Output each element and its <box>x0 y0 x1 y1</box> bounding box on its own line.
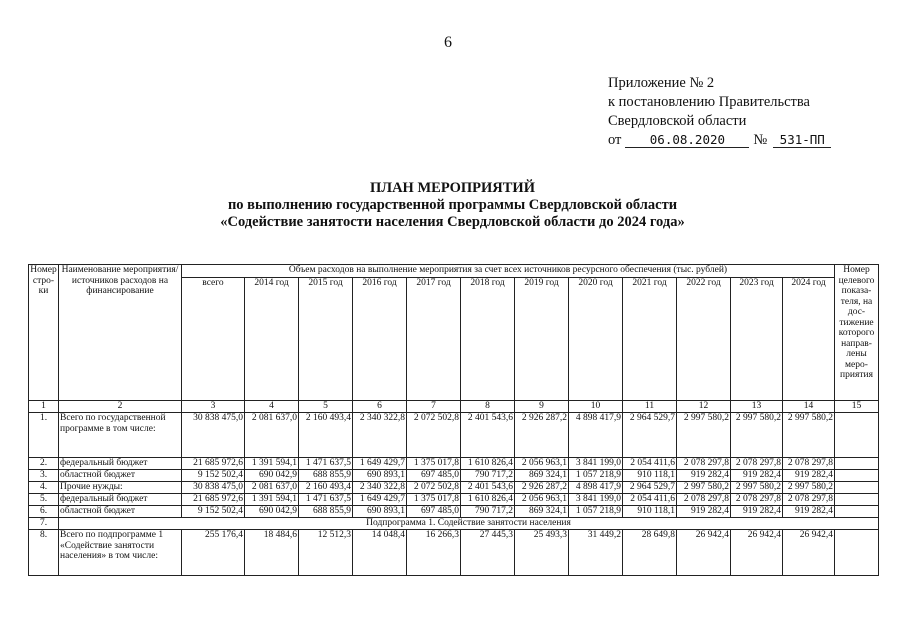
row-value: 919 282,4 <box>731 470 783 482</box>
plan-table <box>28 264 879 576</box>
row-value: 2 340 322,8 <box>353 413 407 458</box>
header-row-number: Номер стро- ки <box>29 265 59 401</box>
column-index-cell: 14 <box>783 401 835 413</box>
number-sign: № <box>753 132 768 148</box>
header-year: 2020 год <box>569 278 623 401</box>
row-value: 690 893,1 <box>353 470 407 482</box>
row-target <box>835 506 879 518</box>
row-value: 1 375 017,8 <box>407 494 461 506</box>
table-row <box>29 413 879 458</box>
row-value: 2 340 322,8 <box>353 482 407 494</box>
header-year: 2018 год <box>461 278 515 401</box>
row-value: 26 942,4 <box>677 530 731 576</box>
table-row <box>29 530 879 576</box>
row-value: 9 152 502,4 <box>182 506 245 518</box>
row-value: 2 926 287,2 <box>515 482 569 494</box>
column-index-cell: 2 <box>59 401 182 413</box>
row-value: 1 471 637,5 <box>299 494 353 506</box>
from-label: от <box>608 132 622 148</box>
row-name: федеральный бюджет <box>59 458 182 470</box>
row-name: Прочие нужды: <box>59 482 182 494</box>
appendix-line-2: к постановлению Правительства <box>608 94 810 110</box>
row-value: 919 282,4 <box>783 506 835 518</box>
column-index-cell: 13 <box>731 401 783 413</box>
row-value: 2 072 502,8 <box>407 482 461 494</box>
column-index-cell: 11 <box>623 401 677 413</box>
row-value: 21 685 972,6 <box>182 458 245 470</box>
table-row <box>29 506 879 518</box>
row-value: 690 042,9 <box>245 470 299 482</box>
row-target <box>835 530 879 576</box>
row-target <box>835 470 879 482</box>
row-value: 3 841 199,0 <box>569 494 623 506</box>
row-value: 2 997 580,2 <box>677 482 731 494</box>
row-value: 2 078 297,8 <box>783 494 835 506</box>
row-number: 8. <box>29 530 59 576</box>
row-value: 2 997 580,2 <box>783 413 835 458</box>
header-year: 2016 год <box>353 278 407 401</box>
row-value: 1 649 429,7 <box>353 494 407 506</box>
row-value: 2 078 297,8 <box>783 458 835 470</box>
row-value: 4 898 417,9 <box>569 413 623 458</box>
row-value: 690 893,1 <box>353 506 407 518</box>
decree-date: 06.08.2020 <box>625 133 749 148</box>
row-value: 2 160 493,4 <box>299 413 353 458</box>
row-value: 919 282,4 <box>731 506 783 518</box>
column-index-cell: 1 <box>29 401 59 413</box>
row-number: 6. <box>29 506 59 518</box>
header-year: 2019 год <box>515 278 569 401</box>
column-index-cell: 15 <box>835 401 879 413</box>
row-value: 9 152 502,4 <box>182 470 245 482</box>
appendix-line-3: Свердловской области <box>608 113 747 129</box>
header-year: всего <box>182 278 245 401</box>
row-value: 790 717,2 <box>461 506 515 518</box>
row-value: 16 266,3 <box>407 530 461 576</box>
row-value: 2 401 543,6 <box>461 413 515 458</box>
row-target <box>835 458 879 470</box>
title-line-3: «Содействие занятости населения Свердловской области до 2024 года» <box>220 214 685 230</box>
header-year: 2021 год <box>623 278 677 401</box>
row-value: 2 081 637,0 <box>245 413 299 458</box>
row-value: 3 841 199,0 <box>569 458 623 470</box>
row-value: 255 176,4 <box>182 530 245 576</box>
decree-number: 531-ПП <box>773 133 831 148</box>
row-name: Всего по подпрограмме 1 «Содействие занятости населения» в том числе: <box>59 530 182 576</box>
row-value: 2 078 297,8 <box>731 458 783 470</box>
row-value: 688 855,9 <box>299 506 353 518</box>
row-value: 2 160 493,4 <box>299 482 353 494</box>
row-value: 26 942,4 <box>783 530 835 576</box>
row-number: 1. <box>29 413 59 458</box>
column-index-cell: 8 <box>461 401 515 413</box>
document-title <box>0 180 905 231</box>
row-value: 869 324,1 <box>515 470 569 482</box>
row-value: 2 056 963,1 <box>515 458 569 470</box>
row-value: 28 649,8 <box>623 530 677 576</box>
title-line-2: по выполнению государственной программы Свердловской области <box>227 197 678 213</box>
header-volume: Объем расходов на выполнение мероприятия за счет всех источников ресурсного обеспечения (тыс. рублей) <box>182 265 835 278</box>
title-line-1: ПЛАН МЕРОПРИЯТИЙ <box>370 180 535 196</box>
row-value: 690 042,9 <box>245 506 299 518</box>
subprogram-row <box>29 518 879 530</box>
row-value: 2 072 502,8 <box>407 413 461 458</box>
page-number: 6 <box>444 34 452 51</box>
header-year: 2017 год <box>407 278 461 401</box>
row-value: 2 926 287,2 <box>515 413 569 458</box>
plan-table-body <box>29 401 879 576</box>
column-index-cell: 6 <box>353 401 407 413</box>
row-number: 2. <box>29 458 59 470</box>
row-value: 919 282,4 <box>677 470 731 482</box>
row-value: 790 717,2 <box>461 470 515 482</box>
row-value: 2 078 297,8 <box>677 494 731 506</box>
row-value: 26 942,4 <box>731 530 783 576</box>
row-value: 2 054 411,6 <box>623 458 677 470</box>
row-name: областной бюджет <box>59 506 182 518</box>
row-value: 4 898 417,9 <box>569 482 623 494</box>
row-value: 1 471 637,5 <box>299 458 353 470</box>
row-value: 30 838 475,0 <box>182 482 245 494</box>
row-value: 2 997 580,2 <box>731 482 783 494</box>
row-value: 1 057 218,9 <box>569 506 623 518</box>
row-value: 30 838 475,0 <box>182 413 245 458</box>
row-value: 1 610 826,4 <box>461 494 515 506</box>
row-value: 2 054 411,6 <box>623 494 677 506</box>
row-value: 2 078 297,8 <box>677 458 731 470</box>
column-index-cell: 9 <box>515 401 569 413</box>
subprogram-label: Подпрограмма 1. Содействие занятости населения <box>59 518 879 530</box>
row-value: 27 445,3 <box>461 530 515 576</box>
header-year: 2022 год <box>677 278 731 401</box>
column-index-cell: 10 <box>569 401 623 413</box>
header-year: 2023 год <box>731 278 783 401</box>
row-name: Всего по государственной программе в том числе: <box>59 413 182 458</box>
header-name: Наименование мероприятия/ источников расходов на финансирование <box>59 265 182 401</box>
column-index-cell: 5 <box>299 401 353 413</box>
header-target: Номер целевого показа- теля, на дос- тижение которого направ- лены меро- приятия <box>835 265 879 401</box>
column-index-cell: 3 <box>182 401 245 413</box>
row-value: 1 375 017,8 <box>407 458 461 470</box>
row-number: 3. <box>29 470 59 482</box>
row-value: 1 391 594,1 <box>245 494 299 506</box>
row-name: федеральный бюджет <box>59 494 182 506</box>
row-value: 910 118,1 <box>623 506 677 518</box>
column-index-row <box>29 401 879 413</box>
column-index-cell: 12 <box>677 401 731 413</box>
row-target <box>835 482 879 494</box>
row-value: 21 685 972,6 <box>182 494 245 506</box>
row-value: 1 391 594,1 <box>245 458 299 470</box>
row-value: 18 484,6 <box>245 530 299 576</box>
header-year: 2024 год <box>783 278 835 401</box>
row-number: 5. <box>29 494 59 506</box>
row-number: 4. <box>29 482 59 494</box>
table-row <box>29 494 879 506</box>
row-value: 2 401 543,6 <box>461 482 515 494</box>
table-row <box>29 458 879 470</box>
appendix-date-line <box>608 131 831 150</box>
row-value: 2 964 529,7 <box>623 413 677 458</box>
row-value: 2 056 963,1 <box>515 494 569 506</box>
header-year: 2014 год <box>245 278 299 401</box>
row-target <box>835 494 879 506</box>
row-value: 31 449,2 <box>569 530 623 576</box>
row-value: 1 610 826,4 <box>461 458 515 470</box>
row-value: 919 282,4 <box>677 506 731 518</box>
row-number: 7. <box>29 518 59 530</box>
appendix-block <box>608 74 831 150</box>
row-name: областной бюджет <box>59 470 182 482</box>
row-value: 919 282,4 <box>783 470 835 482</box>
row-value: 697 485,0 <box>407 470 461 482</box>
row-value: 2 078 297,8 <box>731 494 783 506</box>
row-value: 2 997 580,2 <box>677 413 731 458</box>
row-target <box>835 413 879 458</box>
row-value: 14 048,4 <box>353 530 407 576</box>
row-value: 688 855,9 <box>299 470 353 482</box>
row-value: 25 493,3 <box>515 530 569 576</box>
row-value: 869 324,1 <box>515 506 569 518</box>
row-value: 1 057 218,9 <box>569 470 623 482</box>
row-value: 12 512,3 <box>299 530 353 576</box>
header-year: 2015 год <box>299 278 353 401</box>
row-value: 910 118,1 <box>623 470 677 482</box>
row-value: 1 649 429,7 <box>353 458 407 470</box>
row-value: 2 997 580,2 <box>783 482 835 494</box>
row-value: 697 485,0 <box>407 506 461 518</box>
row-value: 2 964 529,7 <box>623 482 677 494</box>
column-index-cell: 7 <box>407 401 461 413</box>
row-value: 2 997 580,2 <box>731 413 783 458</box>
table-row <box>29 470 879 482</box>
column-index-cell: 4 <box>245 401 299 413</box>
row-value: 2 081 637,0 <box>245 482 299 494</box>
table-row <box>29 482 879 494</box>
appendix-line-1: Приложение № 2 <box>608 75 715 91</box>
